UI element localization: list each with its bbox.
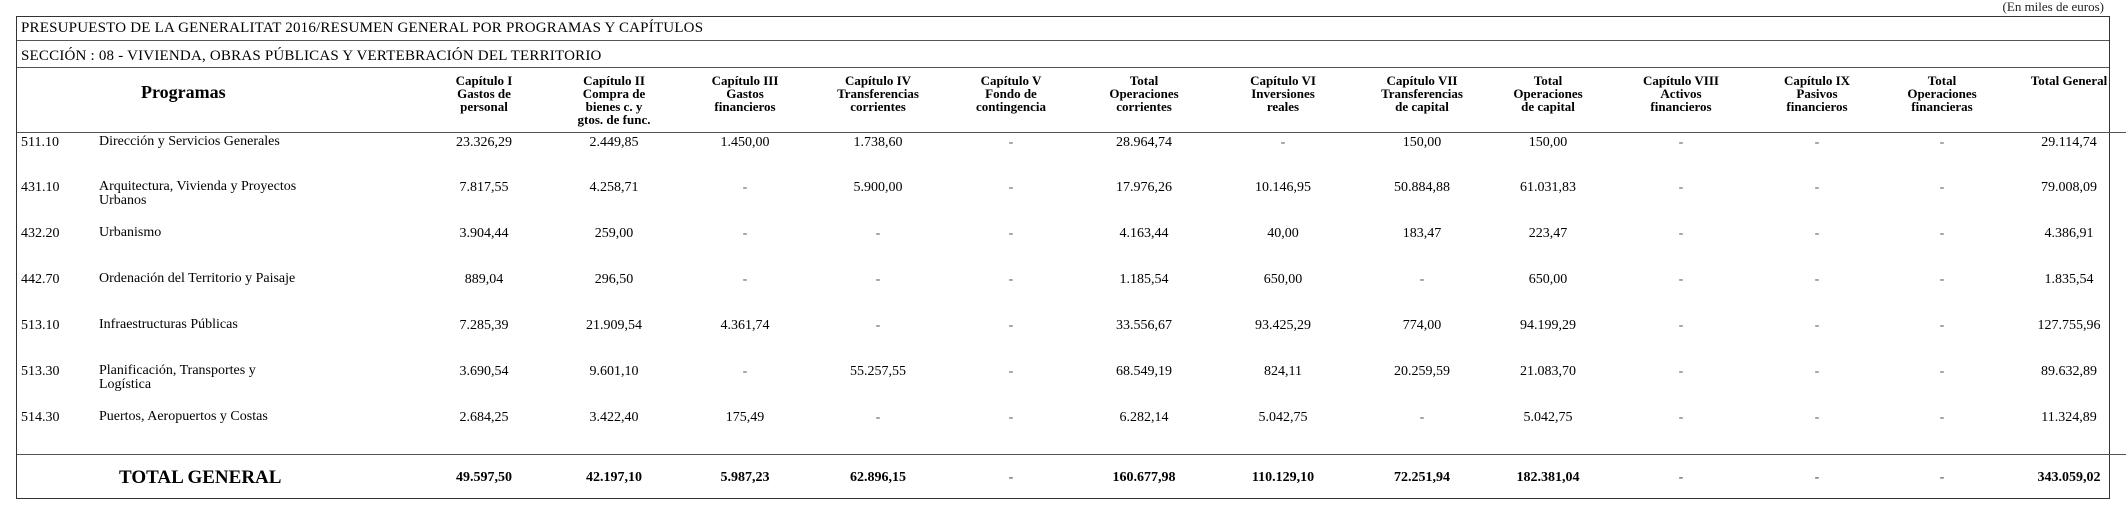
budget-table-frame [16,16,2110,499]
program-code: 431.10 [21,180,60,195]
value-cell: - [1678,364,1684,379]
program-rows [17,132,2126,454]
value-cell: 3.904,44 [459,226,509,241]
total-label: TOTAL GENERAL [17,454,421,500]
value-cell: - [1814,180,1820,195]
value-cell: - [875,318,881,333]
table-row [17,132,2126,178]
value-cell: 1.450,00 [720,134,770,150]
value-cell: - [742,180,748,195]
value-cell: 55.257,55 [850,364,906,379]
value-cell: 2.684,25 [459,410,509,425]
value-cell: - [1280,134,1286,150]
value-cell: 21.909,54 [586,318,642,333]
value-cell: - [1939,180,1945,195]
program-code: 514.30 [21,410,60,425]
value-cell: 150,00 [1402,134,1442,150]
value-cell: - [1419,272,1425,287]
total-row [17,454,2126,500]
value-cell: - [875,272,881,287]
value-cell: 5.900,00 [853,180,903,195]
table-row [17,408,2126,454]
col-header: Capítulo IX Pasivos financieros [1757,68,1877,132]
value-cell: 150,00 [1528,134,1568,150]
value-cell: 5.042,75 [1258,410,1308,425]
value-cell: 68.549,19 [1116,364,1172,379]
total-value-cell: - [1877,454,2007,500]
value-cell: 7.817,55 [459,180,509,195]
value-cell: - [1939,272,1945,287]
col-header: Capítulo III Gastos financieros [681,68,809,132]
value-cell: 774,00 [1402,318,1442,333]
value-cell: - [742,364,748,379]
value-cell: 40,00 [1267,226,1299,241]
col-header: Total Operaciones financieras [1877,68,2007,132]
value-cell: 7.285,39 [459,318,509,333]
col-header: Total General [2007,68,2126,132]
value-cell: 4.386,91 [2044,226,2094,241]
col-header: Capítulo IV Transferencias corrientes [809,68,947,132]
value-cell: - [1008,226,1014,241]
value-cell: - [1678,272,1684,287]
col-header: Capítulo II Compra de bienes c. y gtos. de func. [547,68,681,132]
col-header: Capítulo I Gastos de personal [421,68,547,132]
value-cell: 21.083,70 [1520,364,1576,379]
value-cell: 29.114,74 [2041,134,2097,150]
value-cell: 175,49 [725,410,765,425]
value-cell: - [1419,410,1425,425]
col-header: Capítulo VI Inversiones reales [1213,68,1353,132]
value-cell: 23.326,29 [456,134,512,150]
value-cell: 650,00 [1263,272,1303,287]
total-value-cell: - [1757,454,1877,500]
program-code: 513.10 [21,318,60,333]
value-cell: 79.008,09 [2041,180,2097,195]
program-code: 511.10 [21,134,59,150]
value-cell: - [1678,226,1684,241]
total-value-cell: - [1605,454,1757,500]
value-cell: - [1678,410,1684,425]
value-cell: 6.282,14 [1119,410,1169,425]
table-row [17,178,2126,224]
total-value-cell: 110.129,10 [1213,454,1353,500]
value-cell: 259,00 [594,226,634,241]
value-cell: 61.031,83 [1520,180,1576,195]
total-value-cell: - [947,454,1075,500]
header-row [17,68,2126,132]
budget-table [17,68,2126,500]
value-cell: 127.755,96 [2037,318,2101,333]
table-row [17,316,2126,362]
value-cell: 11.324,89 [2041,410,2097,425]
table-row [17,224,2126,270]
value-cell: 1.185,54 [1119,272,1169,287]
value-cell: - [1008,272,1014,287]
value-cell: - [1678,134,1684,150]
program-name: Puertos, Aeropuertos y Costas [99,409,268,424]
total-value-cell: 343.059,02 [2007,454,2126,500]
value-cell: - [1008,364,1014,379]
document-title: PRESUPUESTO DE LA GENERALITAT 2016/RESUMEN GENERAL POR PROGRAMAS Y CAPÍTULOS [17,17,2109,41]
value-cell: - [1939,364,1945,379]
value-cell: - [1008,134,1014,150]
value-cell: 223,47 [1528,226,1568,241]
value-cell: 889,04 [464,272,504,287]
col-header: Total Operaciones corrientes [1075,68,1213,132]
value-cell: - [742,272,748,287]
value-cell: 28.964,74 [1116,134,1172,150]
value-cell: 4.258,71 [589,180,639,195]
value-cell: - [1814,226,1820,241]
value-cell: 5.042,75 [1523,410,1573,425]
value-cell: 17.976,26 [1116,180,1172,195]
value-cell: 33.556,67 [1116,318,1172,333]
value-cell: 2.449,85 [589,134,639,150]
program-code: 442.70 [21,272,60,287]
value-cell: 4.163,44 [1119,226,1169,241]
value-cell: 93.425,29 [1255,318,1311,333]
value-cell: - [1814,364,1820,379]
value-cell: 94.199,29 [1520,318,1576,333]
program-name: Infraestructuras Públicas [99,317,238,332]
value-cell: - [1678,180,1684,195]
value-cell: - [742,226,748,241]
value-cell: 50.884,88 [1394,180,1450,195]
value-cell: - [1939,134,1945,150]
value-cell: 1.835,54 [2044,272,2094,287]
value-cell: 650,00 [1528,272,1568,287]
program-name: Ordenación del Territorio y Paisaje [99,271,296,286]
total-value-cell: 182.381,04 [1491,454,1605,500]
total-value-cell: 160.677,98 [1075,454,1213,500]
value-cell: 89.632,89 [2041,364,2097,379]
value-cell: - [1008,180,1014,195]
value-cell: 296,50 [594,272,634,287]
table-row [17,362,2126,408]
value-cell: - [1678,318,1684,333]
total-value-cell: 72.251,94 [1353,454,1491,500]
value-cell: - [1939,318,1945,333]
program-code: 513.30 [21,364,60,379]
program-name: Planificación, Transportes y Logística [99,363,256,392]
value-cell: 10.146,95 [1255,180,1311,195]
value-cell: - [1814,272,1820,287]
value-cell: 1.738,60 [853,134,903,150]
col-header: Total Operaciones de capital [1491,68,1605,132]
value-cell: 9.601,10 [589,364,639,379]
value-cell: 3.422,40 [589,410,639,425]
value-cell: - [875,226,881,241]
value-cell: - [875,410,881,425]
total-value-cell: 49.597,50 [421,454,547,500]
value-cell: - [1814,410,1820,425]
program-name: Dirección y Servicios Generales [99,133,280,149]
value-cell: - [1814,318,1820,333]
programas-header: Programas [17,68,421,132]
value-cell: - [1008,318,1014,333]
col-header: Capítulo V Fondo de contingencia [947,68,1075,132]
total-value-cell: 62.896,15 [809,454,947,500]
value-cell: 3.690,54 [459,364,509,379]
value-cell: 183,47 [1402,226,1442,241]
program-code: 432.20 [21,226,60,241]
col-header: Capítulo VIII Activos financieros [1605,68,1757,132]
value-cell: 824,11 [1264,364,1302,379]
value-cell: - [1008,410,1014,425]
units-note: (En miles de euros) [2002,0,2104,14]
value-cell: - [1814,134,1820,150]
section-title: SECCIÓN : 08 - VIVIENDA, OBRAS PÚBLICAS Y VERTEBRACIÓN DEL TERRITORIO [17,41,2109,68]
program-name: Arquitectura, Vivienda y Proyectos Urbanos [99,179,297,208]
total-value-cell: 42.197,10 [547,454,681,500]
value-cell: - [1939,410,1945,425]
table-row [17,270,2126,316]
program-name: Urbanismo [99,225,162,240]
total-value-cell: 5.987,23 [681,454,809,500]
value-cell: 20.259,59 [1394,364,1450,379]
value-cell: 4.361,74 [720,318,770,333]
value-cell: - [1939,226,1945,241]
col-header: Capítulo VII Transferencias de capital [1353,68,1491,132]
